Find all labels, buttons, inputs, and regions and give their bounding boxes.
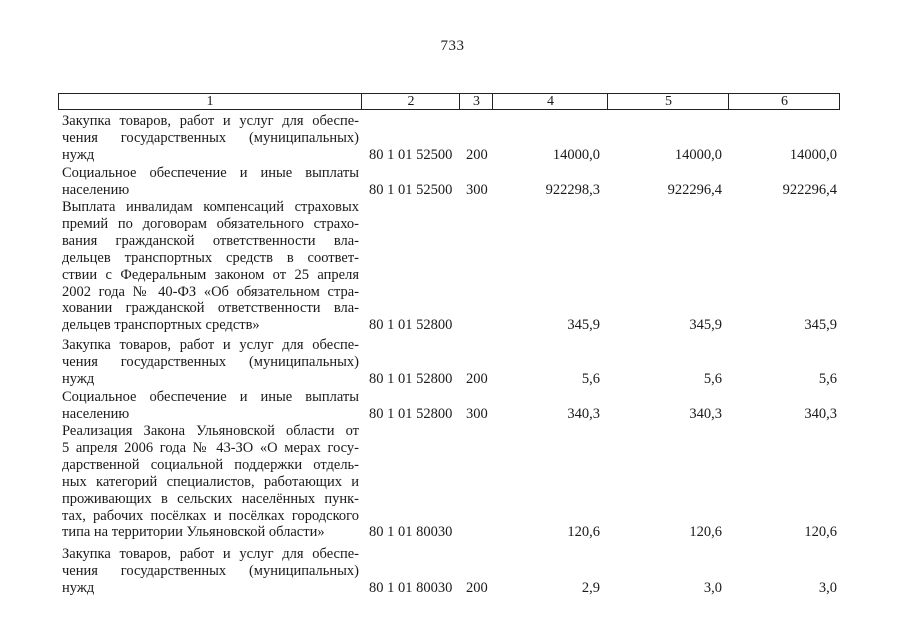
description-line: населению xyxy=(62,181,130,198)
description-line: премий по договорам обязательного страхо- xyxy=(62,215,359,232)
description-line: ных категорий специалистов, работающих и xyxy=(62,473,359,490)
header-col-4: 4 xyxy=(492,94,608,109)
description-line: дарственной социальной поддержки отдель- xyxy=(62,456,359,473)
row-code: 80 1 01 80030 xyxy=(369,524,453,541)
row-code: 80 1 01 52500 xyxy=(369,181,453,198)
description-line: Социальное обеспечение и иные выплаты xyxy=(62,389,359,405)
row-value-col-6: 5,6 xyxy=(818,370,837,387)
description-line: чения государственных (муниципальных) xyxy=(62,353,359,370)
description-line: Социальное обеспечение и иные выплаты xyxy=(62,165,359,181)
row-code: 80 1 01 52800 xyxy=(369,370,453,387)
description-line: проживающих в сельских населённых пунк- xyxy=(62,490,359,507)
row-expense-type: 300 xyxy=(466,405,488,422)
row-value-col-5: 14000,0 xyxy=(674,146,722,163)
row-value-col-5: 120,6 xyxy=(689,524,722,541)
header-col-2: 2 xyxy=(361,94,460,109)
row-value-col-5: 922296,4 xyxy=(667,181,722,198)
row-code: 80 1 01 52800 xyxy=(369,317,453,334)
row-value-col-4: 120,6 xyxy=(567,524,600,541)
description-line: чения государственных (муниципальных) xyxy=(62,129,359,146)
header-col-3: 3 xyxy=(459,94,493,109)
row-expense-type: 200 xyxy=(466,579,488,596)
row-expense-type: 200 xyxy=(466,370,488,387)
row-description xyxy=(62,165,359,199)
description-line: нужд xyxy=(62,579,95,596)
row-value-col-6: 345,9 xyxy=(804,317,837,334)
row-value-col-5: 340,3 xyxy=(689,405,722,422)
row-code: 80 1 01 80030 xyxy=(369,579,453,596)
row-expense-type: 200 xyxy=(466,146,488,163)
row-value-col-5: 345,9 xyxy=(689,317,722,334)
row-value-col-4: 14000,0 xyxy=(552,146,600,163)
row-description xyxy=(62,389,359,423)
row-code: 80 1 01 52800 xyxy=(369,405,453,422)
row-value-col-4: 5,6 xyxy=(581,370,600,387)
description-line: Закупка товаров, работ и услуг для обеспе- xyxy=(62,337,359,353)
row-value-col-4: 2,9 xyxy=(581,579,600,596)
row-value-col-6: 3,0 xyxy=(818,579,837,596)
description-line: нужд xyxy=(62,370,95,387)
description-line: типа на территории Ульяновской области» xyxy=(62,524,325,541)
row-expense-type: 300 xyxy=(466,181,488,198)
row-value-col-4: 345,9 xyxy=(567,317,600,334)
row-code: 80 1 01 52500 xyxy=(369,146,453,163)
row-description xyxy=(62,199,359,334)
description-line: ствии с Федеральным законом от 25 апреля xyxy=(62,266,359,283)
description-line: тах, рабочих посёлках и посёлках городского xyxy=(62,507,359,524)
description-line: дельцев транспортных средств в соответ- xyxy=(62,249,359,266)
row-value-col-6: 922296,4 xyxy=(782,181,837,198)
row-value-col-5: 5,6 xyxy=(703,370,722,387)
description-line: вания гражданской ответственности вла- xyxy=(62,232,359,249)
table-header-row xyxy=(58,93,840,110)
description-line: Закупка товаров, работ и услуг для обеспе- xyxy=(62,113,359,129)
row-description xyxy=(62,546,359,597)
header-col-1: 1 xyxy=(206,94,214,109)
row-value-col-5: 3,0 xyxy=(703,579,722,596)
row-value-col-4: 340,3 xyxy=(567,405,600,422)
row-value-col-6: 120,6 xyxy=(804,524,837,541)
header-col-5: 5 xyxy=(607,94,729,109)
header-col-6: 6 xyxy=(728,94,840,109)
description-line: Реализация Закона Ульяновской области от xyxy=(62,423,359,439)
row-value-col-6: 340,3 xyxy=(804,405,837,422)
row-value-col-6: 14000,0 xyxy=(789,146,837,163)
description-line: Закупка товаров, работ и услуг для обеспе- xyxy=(62,546,359,562)
description-line: дельцев транспортных средств» xyxy=(62,317,260,334)
description-line: нужд xyxy=(62,146,95,163)
row-description xyxy=(62,337,359,388)
description-line: 5 апреля 2006 года № 43-ЗО «О мерах госу- xyxy=(62,439,359,456)
page-number: 733 xyxy=(440,38,465,54)
description-line: населению xyxy=(62,405,130,422)
row-description xyxy=(62,113,359,164)
description-line: 2002 года № 40-ФЗ «Об обязательном стра- xyxy=(62,283,359,300)
description-line: ховании гражданской ответственности вла- xyxy=(62,300,359,317)
description-line: Выплата инвалидам компенсаций страховых xyxy=(62,199,359,215)
row-value-col-4: 922298,3 xyxy=(545,181,600,198)
row-description xyxy=(62,423,359,541)
description-line: чения государственных (муниципальных) xyxy=(62,562,359,579)
